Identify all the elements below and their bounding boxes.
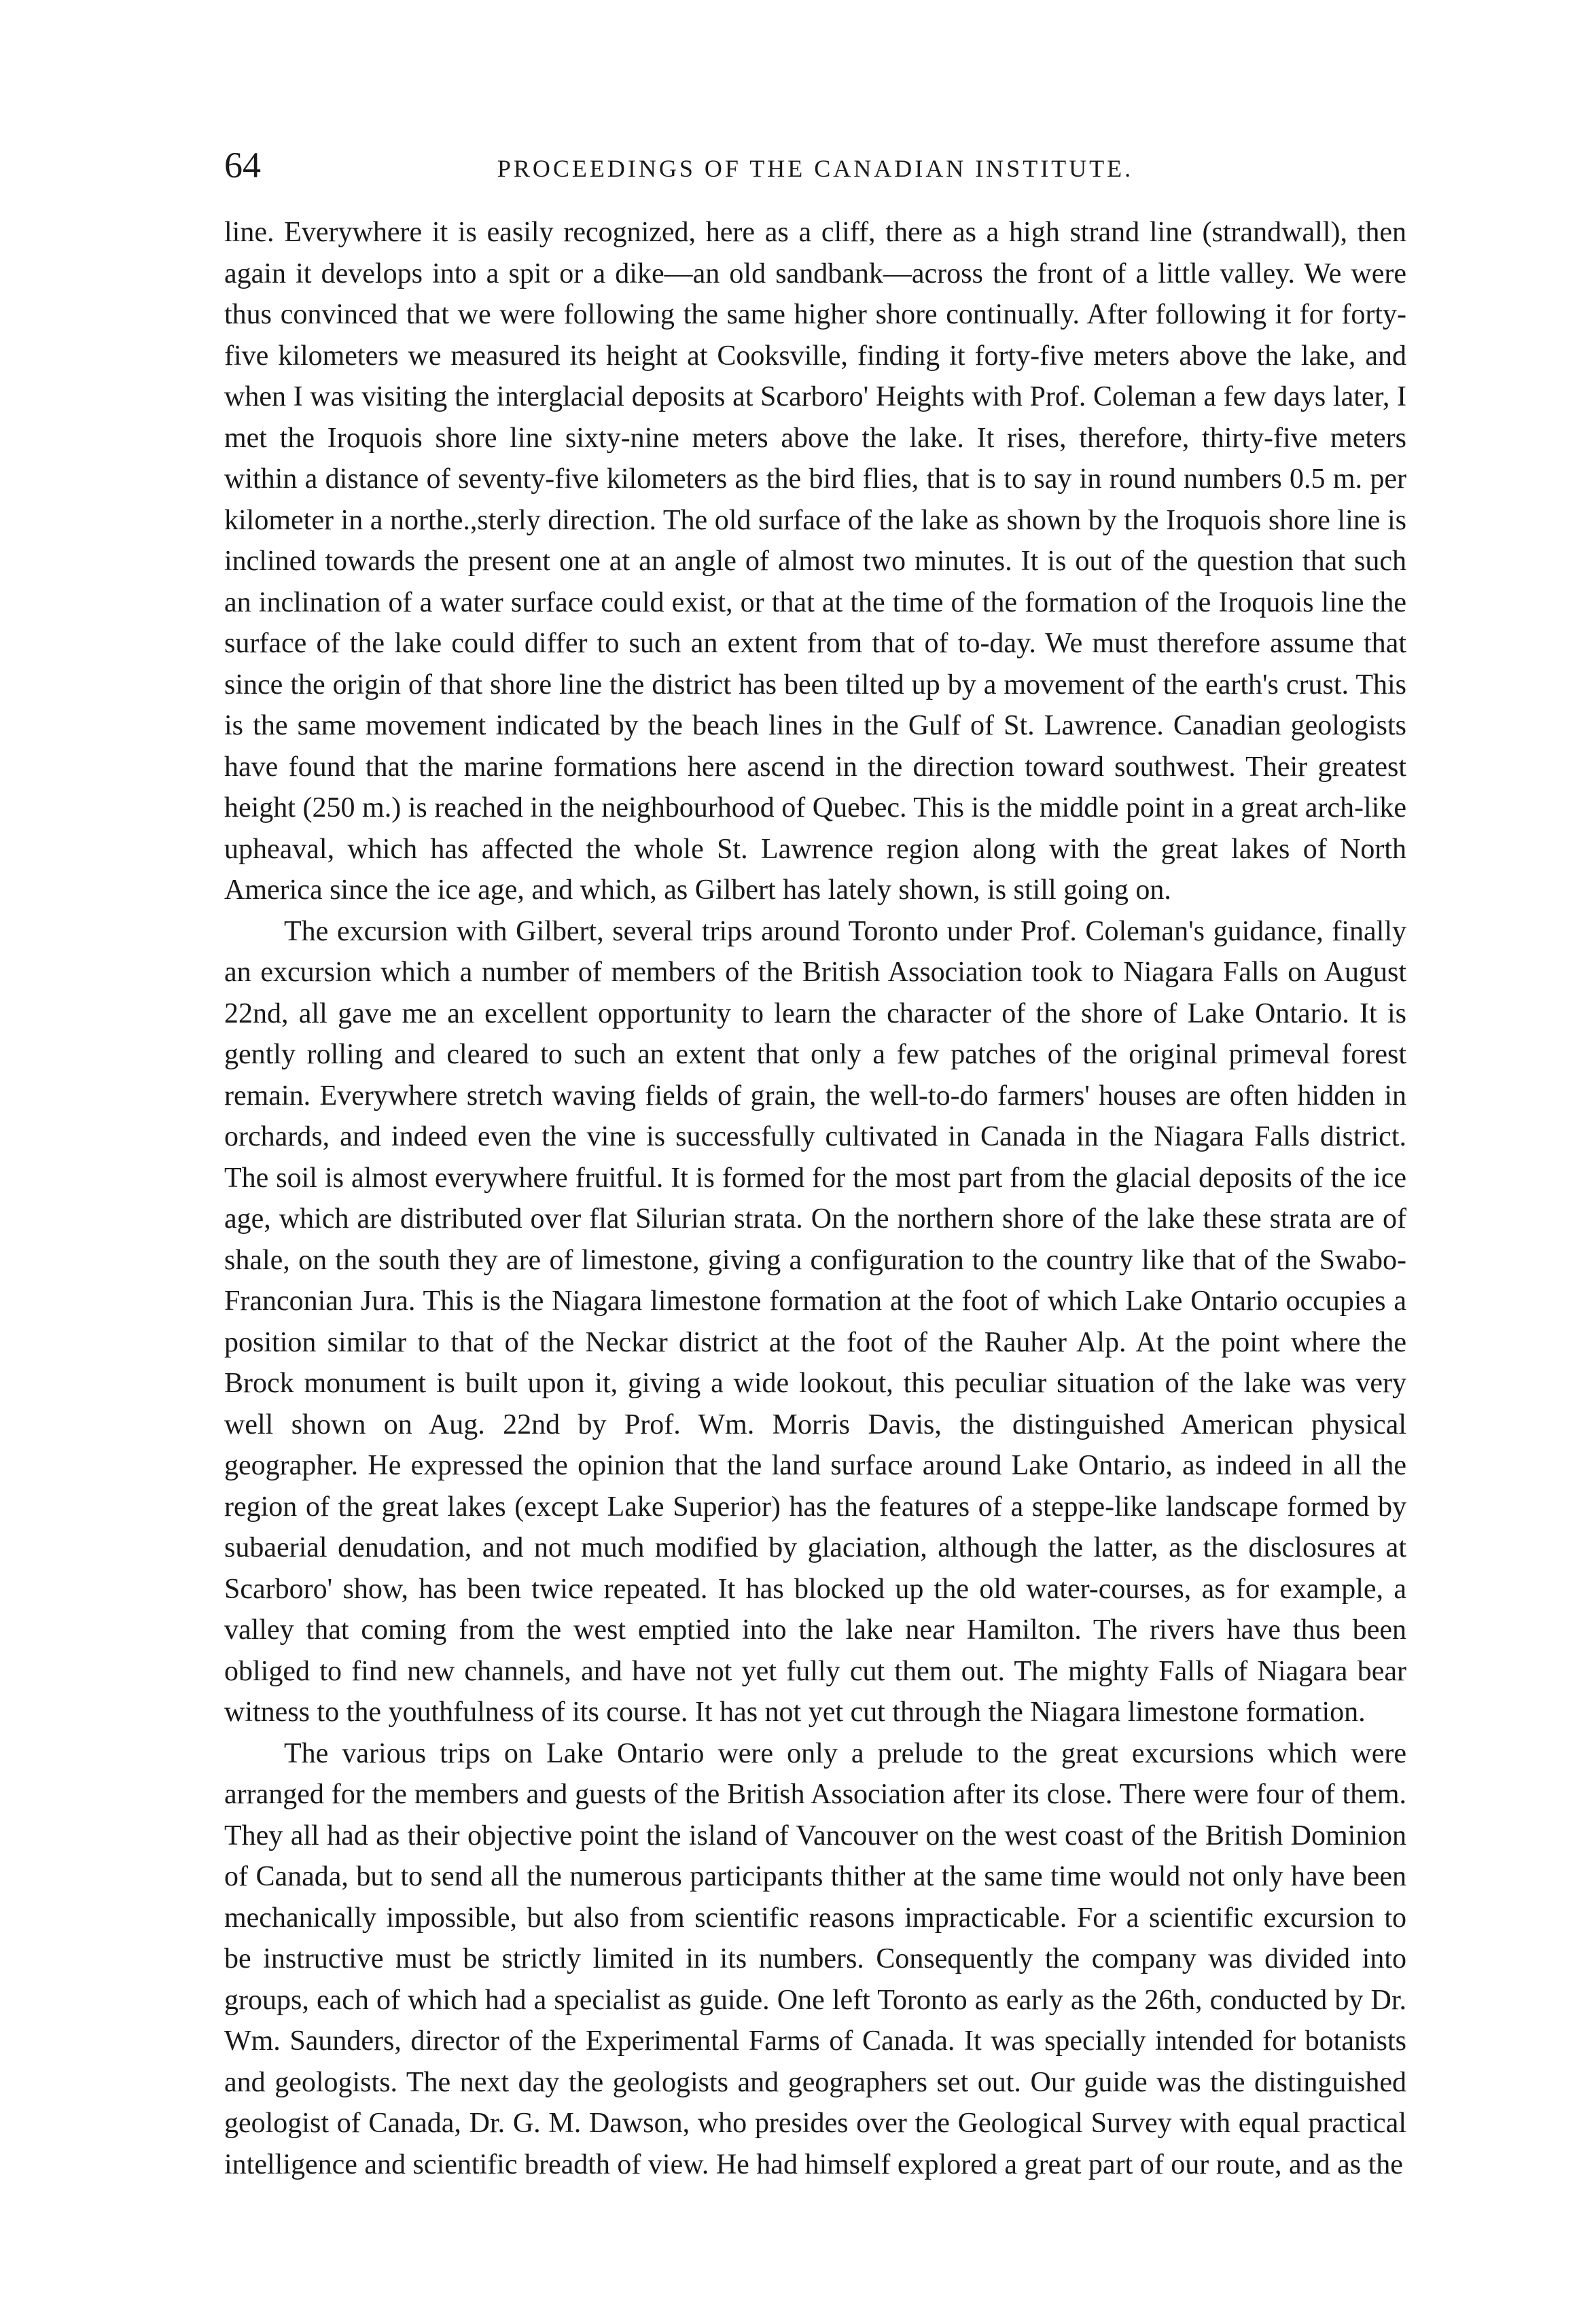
page-header (224, 141, 1406, 189)
page-number: 64 (224, 145, 261, 185)
paragraph-continuation: line. Everywhere it is easily recognized, here as a cliff, there as a high strand line (strandwall), then again it develops into a spit or a dike—an old sandbank—across the front of a little valley. We were thus convinced that we were following the same higher shore continually. After following it for forty-five kilometers we measured its height at Cooksville, finding it forty-five meters above the lake, and when I was visiting the interglacial deposits at Scarboro' Heights with Prof. Coleman a few days later, I met the Iroquois shore line sixty-nine meters above the lake. It rises, therefore, thirty-five meters within a distance of seventy-five kilometers as the bird flies, that is to say in round numbers 0.5 m. per kilometer in a northe.,sterly direction. The old surface of the lake as shown by the Iroquois shore line is inclined towards the present one at an angle of almost two minutes. It is out of the question that such an inclination of a water surface could exist, or that at the time of the formation of the Iroquois line the surface of the lake could differ to such an extent from that of to-day. We must therefore assume that since the origin of that shore line the district has been tilted up by a movement of the earth's crust. This is the same movement indicated by the beach lines in the Gulf of St. Lawrence. Canadian geologists have found that the marine formations here ascend in the direction toward southwest. Their greatest height (250 m.) is reached in the neighbourhood of Quebec. This is the middle point in a great arch-like upheaval, which has affected the whole St. Lawrence region along with the great lakes of North America since the ice age, and which, as Gilbert has lately shown, is still going on. (224, 217, 1406, 906)
paragraph-lake-ontario-trips: The various trips on Lake Ontario were only a prelude to the great excursions which were arranged for the members and guests of the British Association after its close. There were four of them. They all had as their objective point the island of Vancouver on the west coast of the British Dominion of Canada, but to send all the numerous participants thither at the same time would not only have been mechanically impossible, but also from scientific reasons impracticable. For a scientific excursion to be instructive must be strictly limited in its numbers. Consequently the company was divided into groups, each of which had a specialist as guide. One left Toronto as early as the 26th, conducted by Dr. Wm. Saunders, director of the Experimental Farms of Canada. It was specially intended for botanists and geologists. The next day the geologists and geographers set out. Our guide was the distinguished geologist of Canada, Dr. G. M. Dawson, who presides over the Geological Survey with equal practical intelligence and scientific breadth of view. He had himself explored a great part of our route, and as the (224, 1737, 1406, 2180)
paragraph-excursion-gilbert: The excursion with Gilbert, several trips around Toronto under Prof. Coleman's guidance, finally an excursion which a number of members of the British Association took to Niagara Falls on August 22nd, all gave me an excellent opportunity to learn the character of the shore of Lake Ontario. It is gently rolling and cleared to such an extent that only a few patches of the original primeval forest remain. Everywhere stretch waving fields of grain, the well-to-do farmers' houses are often hidden in orchards, and indeed even the vine is successfully cultivated in Canada in the Niagara Falls district. The soil is almost everywhere fruitful. It is formed for the most part from the glacial deposits of the ice age, which are distributed over flat Silurian strata. On the northern shore of the lake these strata are of shale, on the south they are of limestone, giving a configuration to the country like that of the Swabo-Franconian Jura. This is the Niagara limestone formation at the foot of which Lake Ontario occupies a position similar to that of the Neckar district at the foot of the Rauher Alp. At the point where the Brock monument is built upon it, giving a wide lookout, this peculiar situation of the lake was very well shown on Aug. 22nd by Prof. Wm. Morris Davis, the distinguished American physical geographer. He expressed the opinion that the land surface around Lake Ontario, as indeed in all the region of the great lakes (except Lake Superior) has the features of a steppe-like landscape formed by subaerial denudation, and not much modified by glaciation, although the latter, as the disclosures at Scarboro' show, has been twice repeated. It has blocked up the old water-courses, as for example, a valley that coming from the west emptied into the lake near Hamilton. The rivers have thus been obliged to find new channels, and have not yet fully cut them out. The mighty Falls of Niagara bear witness to the youthfulness of its course. It has not yet cut through the Niagara limestone formation. (224, 915, 1406, 1728)
running-head: PROCEEDINGS OF THE CANADIAN INSTITUTE. (497, 155, 1134, 182)
body-text (224, 212, 1406, 2185)
